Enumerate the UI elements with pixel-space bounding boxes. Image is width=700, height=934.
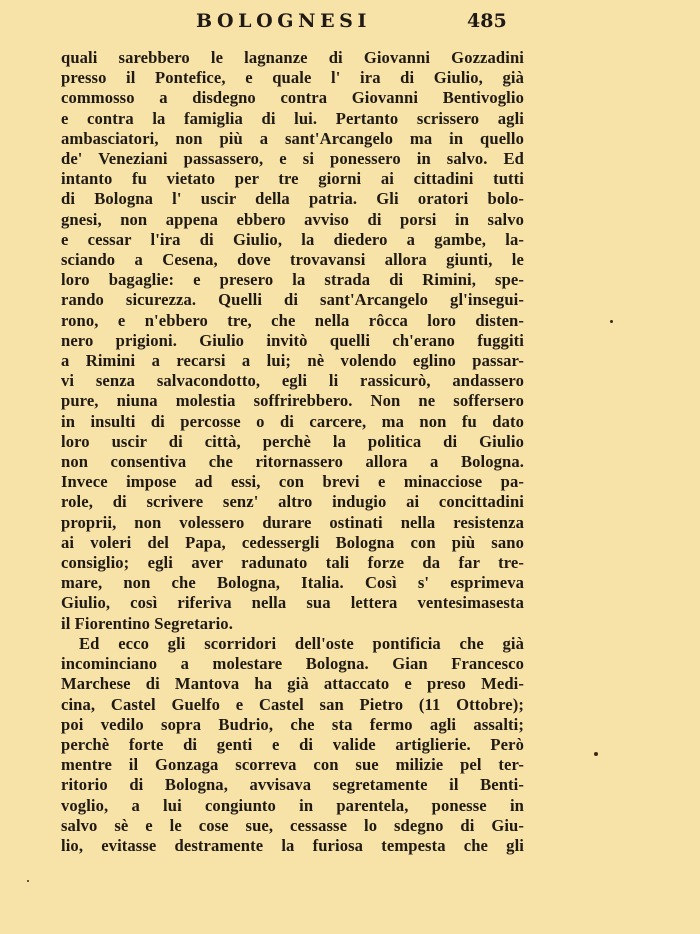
- text-line: commosso a disdegno contra Giovanni Bentivoglio: [61, 88, 524, 108]
- text-line: e cessar l'ira di Giulio, la diedero a gambe, la-: [61, 229, 524, 249]
- text-line: Giulio, così riferiva nella sua lettera ventesimasesta: [61, 593, 524, 613]
- text-line: Marchese di Mantova ha già attaccato e preso Medi-: [61, 674, 524, 694]
- page-number: 485: [467, 10, 507, 32]
- text-line: di Bologna l' uscir della patria. Gli oratori bolo-: [61, 189, 524, 209]
- text-line: ai voleri del Papa, cedessergli Bologna con più sano: [61, 532, 524, 552]
- text-line: nero prigioni. Giulio invitò quelli ch'erano fuggiti: [61, 330, 524, 350]
- text-line: vi senza salvacondotto, egli li rassicurò, andassero: [61, 371, 524, 391]
- text-line: presso il Pontefice, e quale l' ira di Giulio, già: [61, 68, 524, 88]
- ink-speck: [594, 752, 598, 756]
- text-line: pure, niuna molestia soffrirebbero. Non ne soffersero: [61, 391, 524, 411]
- text-line: mentre il Gonzaga scorreva con sue milizie pel ter-: [61, 755, 524, 775]
- text-line: role, di scrivere senz' altro indugio ai concittadini: [61, 492, 524, 512]
- text-line: rando sicurezza. Quelli di sant'Arcangelo gl'insegui-: [61, 290, 524, 310]
- running-title: BOLOGNESI: [196, 10, 371, 32]
- text-line: consiglio; egli aver radunato tali forze da far tre-: [61, 553, 524, 573]
- text-line: lio, evitasse destramente la furiosa tempesta che gli: [61, 835, 524, 855]
- text-line: sciando a Cesena, dove trovavansi allora giunti, le: [61, 250, 524, 270]
- text-line: rono, e n'ebbero tre, che nella rôcca loro disten-: [61, 310, 524, 330]
- text-line: mare, non che Bologna, Italia. Così s' esprimeva: [61, 573, 524, 593]
- text-line: poi vedilo sopra Budrio, che sta fermo agli assalti;: [61, 714, 524, 734]
- text-line: ambasciatori, non più a sant'Arcangelo ma in quello: [61, 128, 524, 148]
- body-text: [61, 48, 524, 856]
- text-line: Ed ecco gli scorridori dell'oste pontificia che già: [79, 633, 524, 653]
- text-line: incominciano a molestare Bologna. Gian Francesco: [61, 654, 524, 674]
- ink-speck: [610, 320, 613, 323]
- text-line: a Rimini a recarsi a lui; nè volendo eglino passar-: [61, 351, 524, 371]
- ink-speck: [27, 880, 29, 882]
- text-line: quali sarebbero le lagnanze di Giovanni Gozzadini: [61, 48, 524, 67]
- text-line: intanto fu vietato per tre giorni ai cittadini tutti: [61, 169, 524, 189]
- text-line: cina, Castel Guelfo e Castel san Pietro (11 Ottobre);: [61, 694, 524, 714]
- text-line: loro bagaglie: e presero la strada di Rimini, spe-: [61, 270, 524, 290]
- text-line: perchè forte di genti e di valide artiglierie. Però: [61, 734, 524, 754]
- text-line: in insulti di percosse o di carcere, ma non fu dato: [61, 411, 524, 431]
- text-line: proprii, non volessero durare ostinati nella resistenza: [61, 512, 524, 532]
- text-line: non consentiva che ritornassero allora a Bologna.: [61, 452, 524, 472]
- text-line: de' Veneziani passassero, e si ponessero in salvo. Ed: [61, 149, 524, 169]
- text-line: e contra la famiglia di lui. Pertanto scrissero agli: [61, 108, 524, 128]
- text-line: salvo sè e le cose sue, cessasse lo sdegno di Giu-: [61, 815, 524, 835]
- text-line: loro uscir di città, perchè la politica di Giulio: [61, 431, 524, 451]
- text-line: il Fiorentino Segretario.: [61, 613, 233, 633]
- paragraph-2: [61, 634, 524, 856]
- paragraph-1: [61, 48, 524, 634]
- text-line: voglio, a lui congiunto in parentela, ponesse in: [61, 795, 524, 815]
- page-header: [0, 8, 700, 38]
- text-line: gnesi, non appena ebbero avviso di porsi in salvo: [61, 209, 524, 229]
- text-line: Invece impose ad essi, con brevi e minacciose pa-: [61, 472, 524, 492]
- text-line: ritorio di Bologna, avvisava segretamente il Benti-: [61, 775, 524, 795]
